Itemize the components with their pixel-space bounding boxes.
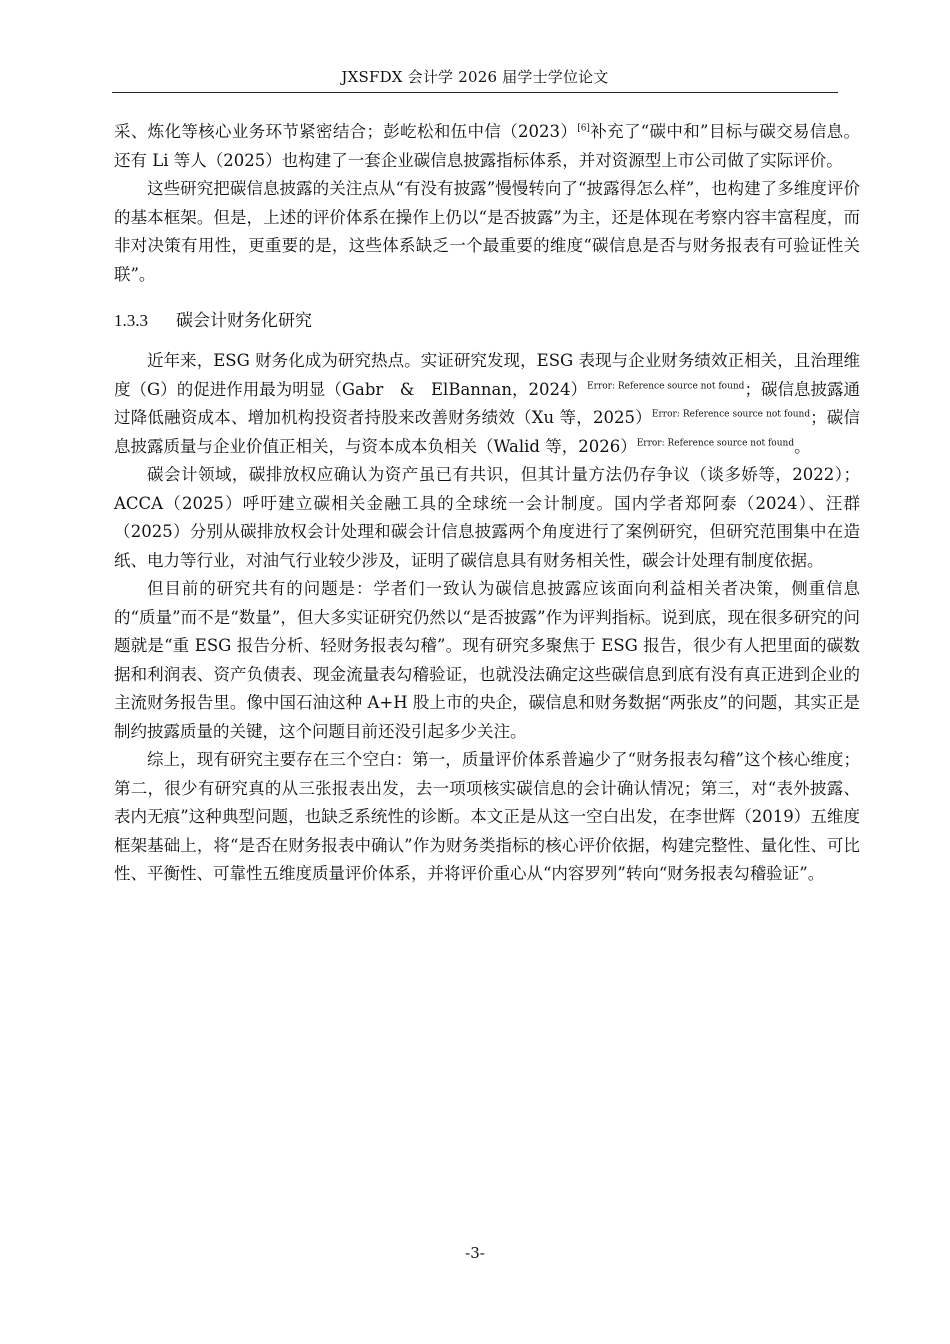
paragraph-3-text-d: 。: [794, 436, 811, 456]
citation-6: [6]: [577, 123, 590, 134]
section-title: 碳会计财务化研究: [176, 311, 312, 331]
reference-error-1: Error: Reference source not found: [587, 381, 745, 391]
section-heading: [114, 307, 860, 335]
paragraph-3-text-a: 近年来，ESG 财务化成为研究热点。实证研究发现，ESG 表现与企业财务绩效正相关，且治理维度（G）的促进作用最为明显（Gabr & ElBannan，2024）: [114, 351, 860, 399]
paragraph-5: 但目前的研究共有的问题是：学者们一致认为碳信息披露应该面向利益相关者决策，侧重信息的“质量”而不是“数量”，但大多实证研究仍然以“是否披露”作为评判指标。说到底，现在很多研究的问题就是“重 ESG 报告分析、轻财务报表勾稽”。现有研究多聚焦于 ESG 报告，很少有人把里面的碳数据和利润表、资产负债表、现金流量表勾稽验证，也就没法确定这些碳信息到底有没有真正进到企业的主流财务报告里。像中国石油这种 A+H 股上市的央企，碳信息和财务数据“两张皮”的问题，其实正是制约披露质量的关键，这个问题目前还没引起多少关注。: [114, 579, 860, 741]
paragraph-4: 碳会计领域，碳排放权应确认为资产虽已有共识，但其计量方法仍存争议（谈多娇等，2022）；ACCA（2025）呼吁建立碳相关金融工具的全球统一会计制度。国内学者郑阿泰（2024）、汪群（2025）分别从碳排放权会计处理和碳会计信息披露两个角度进行了案例研究，但研究范围集中在造纸、电力等行业，对油气行业较少涉及，证明了碳信息具有财务相关性，碳会计处理有制度依据。: [114, 465, 860, 570]
paragraph-2: 这些研究把碳信息披露的关注点从“有没有披露”慢慢转向了“披露得怎么样”，也构建了多维度评价的基本框架。但是，上述的评价体系在操作上仍以“是否披露”为主，还是体现在考察内容丰富程度，而非对决策有用性，更重要的是，这些体系缺乏一个最重要的维度“碳信息是否与财务报表有可验证性关联”。: [114, 179, 860, 284]
header-divider: [112, 92, 838, 93]
reference-error-3: Error: Reference source not found: [636, 438, 795, 448]
paragraph-3: [114, 347, 860, 461]
section-number: 1.3.3: [114, 311, 148, 330]
paragraph-1-text-b: 补充了“碳中和”目标与碳交易信息。还有 Li 等人（2025）也构建了一套企业碳信息披露指标体系，并对资源型上市公司做了实际评价。: [114, 122, 860, 170]
paragraph-3-text-c: ；碳信息披露质量与企业价值正相关，与资本成本负相关（Walid 等，2026）: [114, 408, 861, 456]
reference-error-2: Error: Reference source not found: [651, 409, 811, 420]
page-number: -3-: [465, 1244, 485, 1262]
paragraph-1-text-a: 采、炼化等核心业务环节紧密结合；彭屹松和伍中信（2023）: [114, 122, 578, 141]
main-content: [114, 118, 860, 889]
paragraph-3-text-b: ；碳信息披露通过降低融资成本、增加机构投资者持股来改善财务绩效（Xu 等，2025）: [114, 379, 861, 427]
paragraph-1: [114, 118, 860, 175]
page-header: JXSFDX 会计学 2026 届学士学位论文: [341, 68, 609, 86]
paragraph-6: 综上，现有研究主要存在三个空白：第一，质量评价体系普遍少了“财务报表勾稽”这个核心维度；第二，很少有研究真的从三张报表出发，去一项项核实碳信息的会计确认情况；第三，对“表外披露、表内无痕”这种典型问题，也缺乏系统性的诊断。本文正是从这一空白出发，在李世辉（2019）五维度框架基础上，将“是否在财务报表中确认”作为财务类指标的核心评价依据，构建完整性、量化性、可比性、平衡性、可靠性五维度质量评价体系，并将评价重心从“内容罗列”转向“财务报表勾稽验证”。: [114, 750, 860, 883]
